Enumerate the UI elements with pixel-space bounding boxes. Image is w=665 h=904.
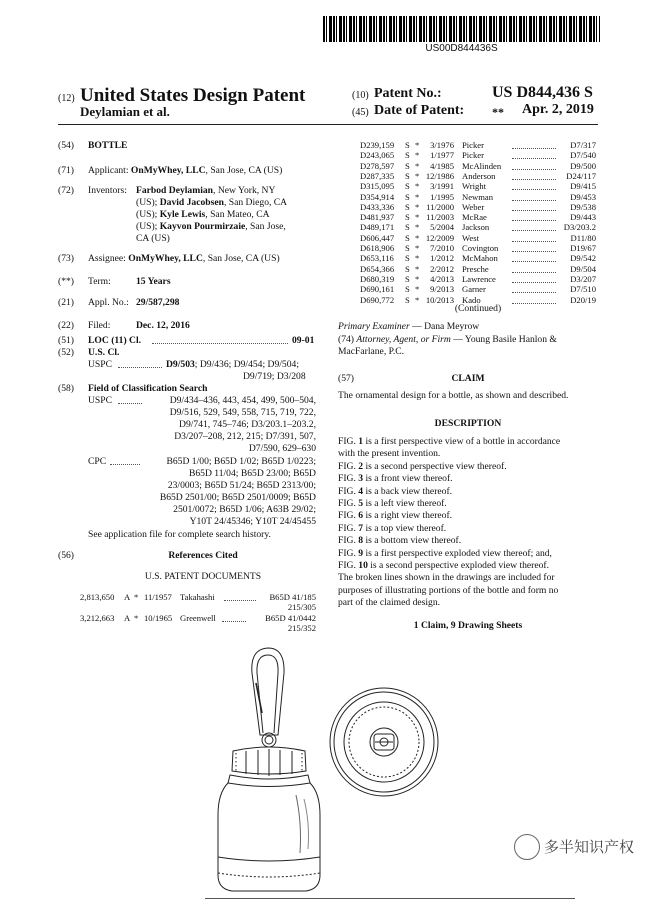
bottle-top-view-drawing (328, 686, 440, 798)
ref-kind: S (405, 253, 410, 264)
fig-text: is a back view thereof. (363, 485, 453, 497)
ref-number: D690,161 (360, 284, 395, 295)
design-title: BOTTLE (88, 140, 128, 151)
inventor-4-location: , San Jose, (245, 221, 286, 232)
ref-name: Anderson (462, 170, 496, 181)
ref-number: 2,813,650 (80, 592, 115, 602)
reference-row (360, 233, 596, 243)
us-cl-label: U.S. Cl. (88, 347, 120, 358)
inid-code-72: (72) (58, 185, 74, 196)
ref-date: 11/1957 (144, 592, 172, 602)
ref-date: 10/1965 (144, 613, 173, 623)
ref-star: * (415, 170, 420, 181)
ref-star: * (415, 263, 420, 274)
ref-name: Garner (462, 284, 486, 295)
ref-kind: S (405, 160, 410, 171)
ref-name: Covington (462, 243, 499, 253)
assignee-label: Assignee: (88, 253, 126, 264)
inid-code-term: (**) (58, 276, 74, 287)
fig-prefix: FIG. (338, 522, 359, 534)
inid-code-57: (57) (338, 373, 354, 384)
ref-name: McAlinden (462, 160, 502, 171)
reference-row (360, 150, 596, 160)
ref-number: D481,937 (360, 212, 395, 223)
dot-leader (512, 150, 556, 159)
ref-star: * (415, 222, 420, 233)
reference-row (360, 243, 596, 253)
fs-uspc-list (148, 395, 316, 455)
ref-number: D654,366 (360, 263, 395, 274)
inid-code-58: (58) (58, 383, 74, 394)
fs-uspc-line: D9/516, 529, 549, 558, 715, 719, 722, (169, 407, 316, 418)
inid-code-12: (12) (58, 93, 75, 104)
ref-date: 12/1986 (425, 170, 454, 181)
dot-leader (222, 613, 246, 622)
ref-kind: S (405, 273, 410, 284)
ref-star: * (415, 160, 420, 171)
ref-date: 3/1976 (430, 140, 454, 150)
us-patent-ref (80, 613, 316, 633)
reference-row (360, 161, 596, 171)
us-patent-ref (80, 592, 316, 612)
reference-row (360, 171, 596, 181)
fig-prefix: FIG. (338, 535, 359, 547)
ref-star: * (134, 592, 139, 602)
reference-row (360, 222, 596, 232)
inid-code-71: (71) (58, 165, 74, 176)
date-of-patent-label: Date of Patent: (374, 103, 465, 118)
ref-kind: S (405, 263, 410, 274)
reference-row (360, 264, 596, 274)
inventor-4: Kayvon Pourmirzaie (159, 221, 246, 232)
fig-number: 5 (358, 498, 364, 510)
applicant-label: Applicant: (88, 165, 129, 176)
ref-kind: S (405, 140, 410, 150)
ref-date: 3/1991 (430, 181, 454, 192)
fig-text: is a first perspective view of a bottle in accordance (363, 436, 561, 447)
fig-text: is a second perspective view thereof. (363, 460, 507, 472)
ref-number: D354,914 (360, 191, 395, 202)
fig-text: is a front view thereof. (363, 473, 453, 485)
inid-code-56: (56) (58, 550, 74, 561)
ref-number: D618,906 (360, 243, 395, 253)
fig-prefix: FIG. (338, 498, 359, 510)
inid-code-22: (22) (58, 320, 74, 331)
claims-sheets-count: 1 Claim, 9 Drawing Sheets (413, 620, 523, 631)
date-of-patent: Apr. 2, 2019 (522, 102, 594, 117)
dot-leader (512, 233, 556, 242)
reference-row (360, 181, 596, 191)
term-value: 15 Years (136, 276, 171, 287)
inventor-3: Kyle Lewis (159, 209, 206, 220)
appl-no-label: Appl. No.: (88, 297, 129, 308)
description-body (338, 436, 600, 610)
fig-number: 3 (358, 473, 364, 485)
ref-name: Picker (462, 150, 484, 161)
dot-leader (512, 192, 556, 201)
ref-date: 12/2009 (425, 232, 454, 243)
fig-prefix: FIG. (338, 473, 359, 485)
fig-text: is a top view thereof. (363, 522, 447, 534)
dot-leader (512, 253, 556, 262)
ref-date: 1/2012 (430, 253, 454, 264)
dot-leader (110, 456, 140, 465)
ref-number: D287,335 (360, 170, 395, 181)
description-line (338, 436, 600, 448)
fs-cpc-list (143, 456, 316, 528)
dot-leader (118, 395, 142, 404)
fig-number: 9 (358, 547, 364, 559)
description-line (338, 473, 600, 485)
patent-number: US D844,436 S (492, 84, 593, 101)
fs-uspc-line: D9/741, 745–746; D3/203.1–203.2, (179, 419, 316, 430)
inventor-short: Deylamian et al. (80, 104, 170, 119)
ref-number: D278,597 (360, 160, 395, 171)
continued-note: (Continued) (454, 303, 502, 314)
dot-leader (512, 284, 556, 293)
applicant (88, 165, 282, 177)
ref-name: West (462, 232, 479, 243)
date-asterisks: ** (492, 105, 504, 119)
inid-code-45: (45) (352, 107, 369, 118)
ref-star: * (415, 253, 420, 264)
description-line (338, 498, 600, 510)
ref-star: * (415, 191, 420, 202)
ref-name: Picker (462, 140, 484, 150)
description-line (338, 560, 600, 572)
inventor-sep: (US); (136, 221, 160, 232)
dot-leader (512, 140, 556, 149)
fig-prefix: FIG. (338, 547, 359, 559)
inventor-2: David Jacobsen (159, 197, 224, 208)
fig-number: 7 (358, 522, 364, 534)
ref-name: Kado (462, 294, 481, 305)
inventors-label: Inventors: (88, 185, 127, 196)
ref-number: D239,159 (360, 140, 395, 150)
inventor-4-country: CA (US) (136, 233, 170, 244)
fig-text: part of the claimed design. (338, 597, 441, 609)
fig-number: 6 (358, 510, 364, 522)
fig-text: with the present invention. (338, 448, 441, 460)
dot-leader (512, 202, 556, 211)
fig-text: The broken lines shown in the drawings are included for (338, 572, 555, 584)
ref-class: D24/117 (566, 170, 596, 181)
ref-number: D489,171 (360, 222, 395, 233)
inid-code-10: (10) (352, 90, 369, 101)
ref-star: * (415, 294, 420, 305)
ref-number: 3,212,663 (80, 613, 115, 623)
ref-class: D11/80 (570, 232, 596, 243)
reference-row (360, 274, 596, 284)
uspc-rest-2: D9/719; D3/208 (243, 371, 306, 382)
dot-leader (512, 222, 556, 231)
ref-date: 11/2000 (426, 201, 454, 212)
ref-star: * (415, 181, 420, 192)
ref-star: * (415, 243, 420, 253)
patent-no-label: Patent No.: (374, 86, 442, 101)
description-line (338, 448, 600, 460)
ref-class: D3/207 (570, 273, 596, 284)
ref-kind: A (124, 613, 131, 623)
fig-text: is a right view thereof. (363, 510, 453, 522)
ref-kind: S (405, 170, 410, 181)
dot-leader (118, 359, 162, 368)
ref-date: 2/2012 (430, 263, 454, 274)
filed-value: Dec. 12, 2016 (136, 320, 190, 331)
ref-class-2: 215/305 (287, 602, 316, 612)
inventor-sep: (US); (136, 197, 160, 208)
ref-class: D9/500 (570, 160, 596, 171)
description-line (338, 597, 600, 609)
inid-code-52: (52) (58, 347, 74, 358)
ref-name: Weber (462, 201, 485, 212)
field-of-search-label: Field of Classification Search (88, 383, 208, 394)
ref-kind: S (405, 150, 410, 161)
ref-kind: S (405, 284, 410, 295)
assignee-location: , San Jose, CA (US) (202, 253, 280, 264)
inventor-sep: (US); (136, 209, 160, 220)
dot-leader (512, 161, 556, 170)
reference-row (360, 253, 596, 263)
ref-class-2: 215/352 (287, 623, 316, 633)
fig-text: is a second perspective exploded view thereof. (367, 560, 550, 572)
attorney-name-1: — Young Basile Hanlon & (450, 334, 557, 345)
search-history-note: See application file for complete search history. (88, 529, 271, 540)
primary-examiner-label: Primary Examiner (338, 321, 410, 332)
fs-cpc-line: B65D 1/00; B65D 1/02; B65D 1/0223; (166, 456, 316, 467)
assignee-name: OnMyWhey, LLC (128, 253, 203, 264)
ref-class: D9/542 (570, 253, 596, 264)
ref-class: D7/510 (570, 284, 596, 295)
ref-class: B65D 41/0442 (265, 613, 316, 623)
ref-name: Takahashi (180, 592, 215, 602)
ref-class: D9/443 (570, 212, 596, 223)
ref-kind: S (405, 191, 410, 202)
ref-class: D20/19 (570, 294, 596, 305)
reference-row (360, 192, 596, 202)
fig-number: 8 (358, 535, 364, 547)
attorney-name-2: MacFarlane, P.C. (338, 346, 405, 357)
ref-name: Newman (462, 191, 494, 202)
ref-date: 4/2013 (430, 273, 454, 284)
inventor-2-location: , San Diego, CA (223, 197, 288, 208)
ref-kind: S (405, 243, 410, 253)
loc-class-label: LOC (11) Cl. (88, 335, 142, 346)
primary-examiner (338, 321, 479, 333)
description-line (338, 510, 600, 522)
inid-code-74: (74) (338, 334, 354, 345)
fig-number: 2 (358, 460, 364, 472)
term-label: Term: (88, 276, 111, 287)
ref-class: D19/67 (570, 243, 596, 253)
description-line (338, 572, 600, 584)
ref-class: D7/540 (570, 150, 596, 161)
ref-date: 9/2013 (430, 284, 454, 295)
dot-leader (512, 212, 556, 221)
references-cited-heading: References Cited (168, 550, 238, 561)
document-title: United States Design Patent (80, 85, 306, 106)
ref-date: 1/1977 (430, 150, 454, 161)
fig-prefix: FIG. (338, 436, 359, 447)
ref-star: * (415, 232, 420, 243)
assignee (88, 253, 280, 265)
claim-heading: CLAIM (451, 373, 485, 384)
watermark-text: 多半知识产权 (544, 838, 635, 856)
fig-prefix: FIG. (338, 460, 359, 472)
fig-text: is a left view thereof. (363, 498, 447, 510)
ref-name: McMahon (462, 253, 498, 264)
ref-number: D680,319 (360, 273, 395, 284)
appl-no-value: 29/587,298 (136, 297, 180, 308)
fig-number: 10 (358, 560, 368, 572)
ref-class: D9/538 (570, 201, 596, 212)
ref-star: * (134, 613, 139, 623)
dot-leader (512, 274, 556, 283)
dot-leader (512, 264, 556, 273)
uspc-main: D9/503 (166, 359, 195, 370)
filed-label: Filed: (88, 320, 111, 331)
fs-uspc-line: D3/207–208, 212, 215; D7/391, 507, (174, 431, 316, 442)
dot-leader (512, 171, 556, 180)
ref-date: 7/2010 (430, 243, 454, 253)
ref-class: D7/317 (570, 140, 596, 150)
ref-kind: S (405, 201, 410, 212)
ref-class: D9/453 (570, 191, 596, 202)
ref-name: McRae (462, 212, 487, 223)
reference-row (360, 284, 596, 294)
reference-row (360, 140, 596, 150)
fs-uspc-label: USPC (88, 395, 112, 406)
fs-cpc-line: 23/0003; B65D 51/24; B65D 2313/00; (167, 480, 316, 491)
fig-number: 4 (358, 485, 364, 497)
fs-cpc-line: B65D 11/04; B65D 23/00; B65D (188, 468, 316, 479)
attorney (338, 334, 557, 346)
fig-text: is a bottom view thereof. (363, 535, 462, 547)
inid-code-54: (54) (58, 140, 74, 151)
fs-cpc-line: Y10T 24/45346; Y10T 24/45455 (189, 516, 316, 527)
ref-date: 1/1995 (430, 191, 454, 202)
ref-star: * (415, 284, 420, 295)
inventor-1-location: , New York, NY (213, 185, 276, 196)
watermark-logo-icon (514, 834, 540, 860)
description-heading: DESCRIPTION (434, 418, 502, 429)
fs-uspc-line: D7/590, 629–630 (248, 443, 316, 454)
header-rule (58, 124, 598, 125)
ref-star: * (415, 273, 420, 284)
description-line (338, 523, 600, 535)
fig-prefix: FIG. (338, 560, 359, 572)
applicant-location: , San Jose, CA (US) (205, 165, 283, 176)
ref-number: D653,116 (360, 253, 394, 264)
fig-number: 1 (358, 436, 364, 447)
ref-kind: S (405, 222, 410, 233)
barcode (323, 16, 600, 42)
ref-number: D433,336 (360, 201, 395, 212)
reference-row (360, 202, 596, 212)
ref-number: D606,447 (360, 232, 395, 243)
description-line (338, 585, 600, 597)
footer-rule (205, 898, 575, 899)
inventors-list (136, 185, 287, 245)
ref-name: Wright (462, 181, 486, 192)
ref-date: 4/1985 (430, 160, 454, 171)
claim-text: The ornamental design for a bottle, as shown and described. (338, 390, 569, 401)
ref-class: B65D 41/185 (269, 592, 316, 602)
description-line (338, 486, 600, 498)
inid-code-51: (51) (58, 335, 74, 346)
ref-star: * (415, 201, 420, 212)
ref-number: D315,095 (360, 181, 395, 192)
inid-code-73: (73) (58, 253, 74, 264)
fig-prefix: FIG. (338, 510, 359, 522)
ref-kind: S (405, 181, 410, 192)
us-patent-documents-heading: U.S. PATENT DOCUMENTS (144, 571, 262, 582)
barcode-number: US00D844436S (425, 43, 498, 54)
ref-date: 5/2004 (430, 222, 454, 233)
attorney-label: Attorney, Agent, or Firm (356, 334, 451, 345)
inid-code-21: (21) (58, 297, 74, 308)
fig-text: is a first perspective exploded view thereof; and, (363, 547, 552, 559)
fig-prefix: FIG. (338, 485, 359, 497)
uspc-classes (166, 359, 299, 371)
inventor-3-location: , San Mateo, CA (205, 209, 270, 220)
ref-date: 10/2013 (425, 294, 454, 305)
ref-number: D243,065 (360, 150, 395, 161)
ref-date: 11/2003 (426, 212, 454, 223)
loc-class-value: 09-01 (292, 335, 315, 346)
ref-kind: A (124, 592, 131, 602)
reference-row (360, 212, 596, 222)
reference-list (360, 140, 596, 305)
ref-star: * (415, 212, 420, 223)
description-line (338, 535, 600, 547)
applicant-name: OnMyWhey, LLC (130, 165, 206, 176)
ref-kind: S (405, 232, 410, 243)
ref-name: Jackson (462, 222, 490, 233)
dot-leader (152, 335, 288, 344)
description-line (338, 548, 600, 560)
ref-class: D3/203.2 (563, 222, 596, 233)
ref-name: Presche (462, 263, 489, 274)
description-line (338, 461, 600, 473)
dot-leader (512, 243, 556, 252)
uspc-label: USPC (88, 359, 112, 370)
ref-name: Greenwell (180, 613, 216, 623)
ref-class: D9/415 (570, 181, 596, 192)
inventor-1: Farbod Deylamian (136, 185, 214, 196)
fs-cpc-label: CPC (88, 456, 107, 467)
ref-name: Lawrence (462, 273, 496, 284)
fs-cpc-line: B65D 2501/00; B65D 2501/0009; B65D (159, 492, 316, 503)
bottle-perspective-drawing (200, 643, 340, 898)
uspc-rest-1: ; D9/436; D9/454; D9/504; (194, 359, 299, 370)
ref-class: D9/504 (570, 263, 596, 274)
ref-star: * (415, 140, 420, 150)
ref-star: * (415, 150, 420, 161)
ref-kind: S (405, 294, 410, 305)
fig-text: purposes of illustrating portions of the bottle and form no (338, 584, 559, 596)
dot-leader (224, 592, 256, 601)
fs-cpc-line: 2501/0072; B65D 1/06; A63B 29/02; (173, 504, 316, 515)
ref-number: D690,772 (360, 294, 395, 305)
primary-examiner-name: — Dana Meyrow (409, 321, 480, 332)
ref-kind: S (405, 212, 410, 223)
fs-uspc-line: D9/434–436, 443, 454, 499, 500–504, (169, 395, 316, 406)
dot-leader (512, 181, 556, 190)
